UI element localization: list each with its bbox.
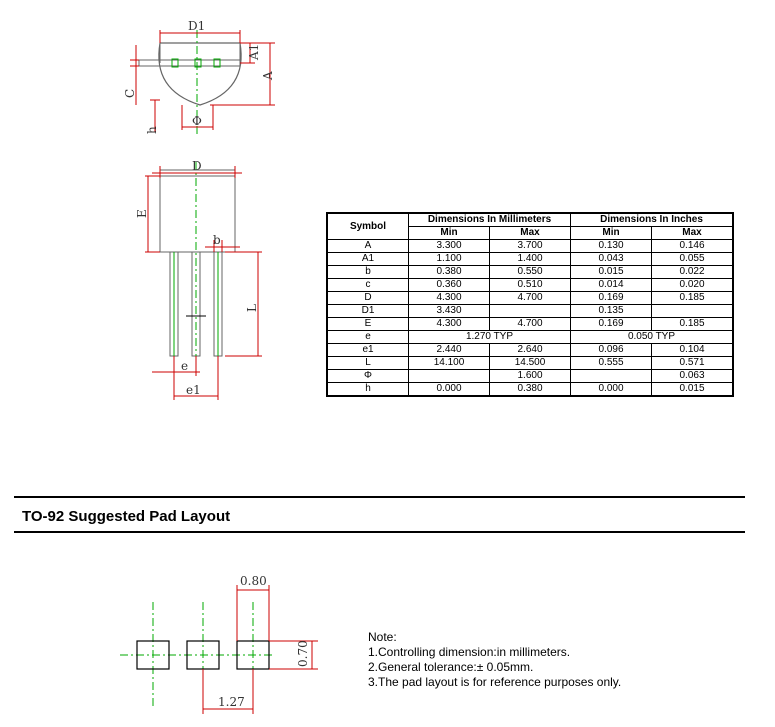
table-row <box>327 370 733 383</box>
cell-mm-max: 0.510 <box>490 279 571 292</box>
table-row <box>327 344 733 357</box>
cell-mm-max <box>490 305 571 318</box>
cell-in-min: 0.014 <box>571 279 652 292</box>
sub-mm-max: Max <box>490 227 571 240</box>
cell-in-max: 0.022 <box>652 266 734 279</box>
cell-in-min: 0.169 <box>571 292 652 305</box>
section-title: TO-92 Suggested Pad Layout <box>22 508 231 525</box>
dim-label-e1: e1 <box>186 383 201 397</box>
cell-in-min: 0.555 <box>571 357 652 370</box>
dim-label-a: A <box>261 71 275 80</box>
dim-label-d1: D1 <box>188 19 206 33</box>
dimension-table <box>326 212 734 397</box>
cell-mm-max: 0.550 <box>490 266 571 279</box>
cell-mm-min: 0.000 <box>409 383 490 397</box>
table-row <box>327 318 733 331</box>
cell-mm-min <box>409 370 490 383</box>
dim-label-e-upper: E <box>135 209 149 218</box>
table-row <box>327 292 733 305</box>
notes-title: Note: <box>368 630 397 644</box>
cell-mm-typ: 1.270 TYP <box>409 331 571 344</box>
cell-in-max: 0.146 <box>652 240 734 253</box>
note-line-1: 1.Controlling dimension:in millimeters. <box>368 645 571 659</box>
cell-mm-min: 1.100 <box>409 253 490 266</box>
table-row <box>327 240 733 253</box>
pad-pitch-label: 1.27 <box>218 695 245 709</box>
cell-mm-min: 4.300 <box>409 292 490 305</box>
table-row <box>327 279 733 292</box>
dim-label-phi: Φ <box>192 114 202 128</box>
note-line-3: 3.The pad layout is for reference purposes only. <box>368 675 622 689</box>
cell-in-max: 0.185 <box>652 318 734 331</box>
cell-symbol: A <box>327 240 409 253</box>
dim-label-l: L <box>245 304 259 312</box>
cell-in-min <box>571 370 652 383</box>
table-row <box>327 383 733 397</box>
cell-symbol: D1 <box>327 305 409 318</box>
cell-in-min: 0.043 <box>571 253 652 266</box>
cell-in-typ: 0.050 TYP <box>571 331 734 344</box>
header-mm: Dimensions In Millimeters <box>409 213 571 227</box>
table-row <box>327 253 733 266</box>
pad-width-label: 0.80 <box>240 574 267 588</box>
dim-label-h: h <box>145 126 159 134</box>
pad-height-label: 0.70 <box>296 640 310 667</box>
dim-label-b: b <box>213 233 221 247</box>
cell-mm-max: 3.700 <box>490 240 571 253</box>
dim-label-e: e <box>181 359 189 373</box>
package-side-view <box>135 159 262 400</box>
cell-in-max: 0.063 <box>652 370 734 383</box>
cell-symbol: h <box>327 383 409 397</box>
cell-symbol: c <box>327 279 409 292</box>
cell-symbol: A1 <box>327 253 409 266</box>
cell-in-min: 0.135 <box>571 305 652 318</box>
cell-symbol: b <box>327 266 409 279</box>
cell-in-max: 0.571 <box>652 357 734 370</box>
cell-in-max: 0.015 <box>652 383 734 397</box>
cell-in-min: 0.096 <box>571 344 652 357</box>
body-outline-top <box>159 43 241 105</box>
cell-in-max <box>652 305 734 318</box>
cell-mm-min: 4.300 <box>409 318 490 331</box>
cell-mm-max: 4.700 <box>490 318 571 331</box>
table-row <box>327 357 733 370</box>
cell-mm-max: 2.640 <box>490 344 571 357</box>
sub-in-max: Max <box>652 227 734 240</box>
cell-mm-min: 0.380 <box>409 266 490 279</box>
cell-symbol: D <box>327 292 409 305</box>
table-row <box>327 305 733 318</box>
cell-symbol: e <box>327 331 409 344</box>
dim-label-a1: A1 <box>247 43 261 60</box>
cell-mm-min: 3.300 <box>409 240 490 253</box>
dim-label-d: D <box>192 159 202 173</box>
cell-symbol: Φ <box>327 370 409 383</box>
header-in: Dimensions In Inches <box>571 213 734 227</box>
cell-mm-max: 14.500 <box>490 357 571 370</box>
cell-mm-max: 4.700 <box>490 292 571 305</box>
cell-in-min: 0.000 <box>571 383 652 397</box>
body-outline-side <box>160 170 235 252</box>
cell-symbol: E <box>327 318 409 331</box>
cell-mm-max: 1.400 <box>490 253 571 266</box>
cell-in-max: 0.020 <box>652 279 734 292</box>
cell-in-max: 0.185 <box>652 292 734 305</box>
header-symbol: Symbol <box>327 213 409 240</box>
cell-mm-max: 1.600 <box>490 370 571 383</box>
table-row <box>327 331 733 344</box>
sub-mm-min: Min <box>409 227 490 240</box>
cell-symbol: L <box>327 357 409 370</box>
cell-in-min: 0.015 <box>571 266 652 279</box>
cell-in-min: 0.130 <box>571 240 652 253</box>
cell-in-min: 0.169 <box>571 318 652 331</box>
cell-mm-min: 2.440 <box>409 344 490 357</box>
cell-mm-max: 0.380 <box>490 383 571 397</box>
cell-mm-min: 14.100 <box>409 357 490 370</box>
notes-block <box>368 630 621 690</box>
cell-mm-min: 0.360 <box>409 279 490 292</box>
dim-label-c: C <box>123 88 137 98</box>
section-rule-top <box>14 496 745 498</box>
cell-mm-min: 3.430 <box>409 305 490 318</box>
note-line-2: 2.General tolerance:± 0.05mm. <box>368 660 534 674</box>
cell-symbol: e1 <box>327 344 409 357</box>
cell-in-max: 0.104 <box>652 344 734 357</box>
table-row <box>327 266 733 279</box>
cell-in-max: 0.055 <box>652 253 734 266</box>
sub-in-min: Min <box>571 227 652 240</box>
pad-layout <box>120 574 318 714</box>
section-rule-bottom <box>14 531 745 533</box>
